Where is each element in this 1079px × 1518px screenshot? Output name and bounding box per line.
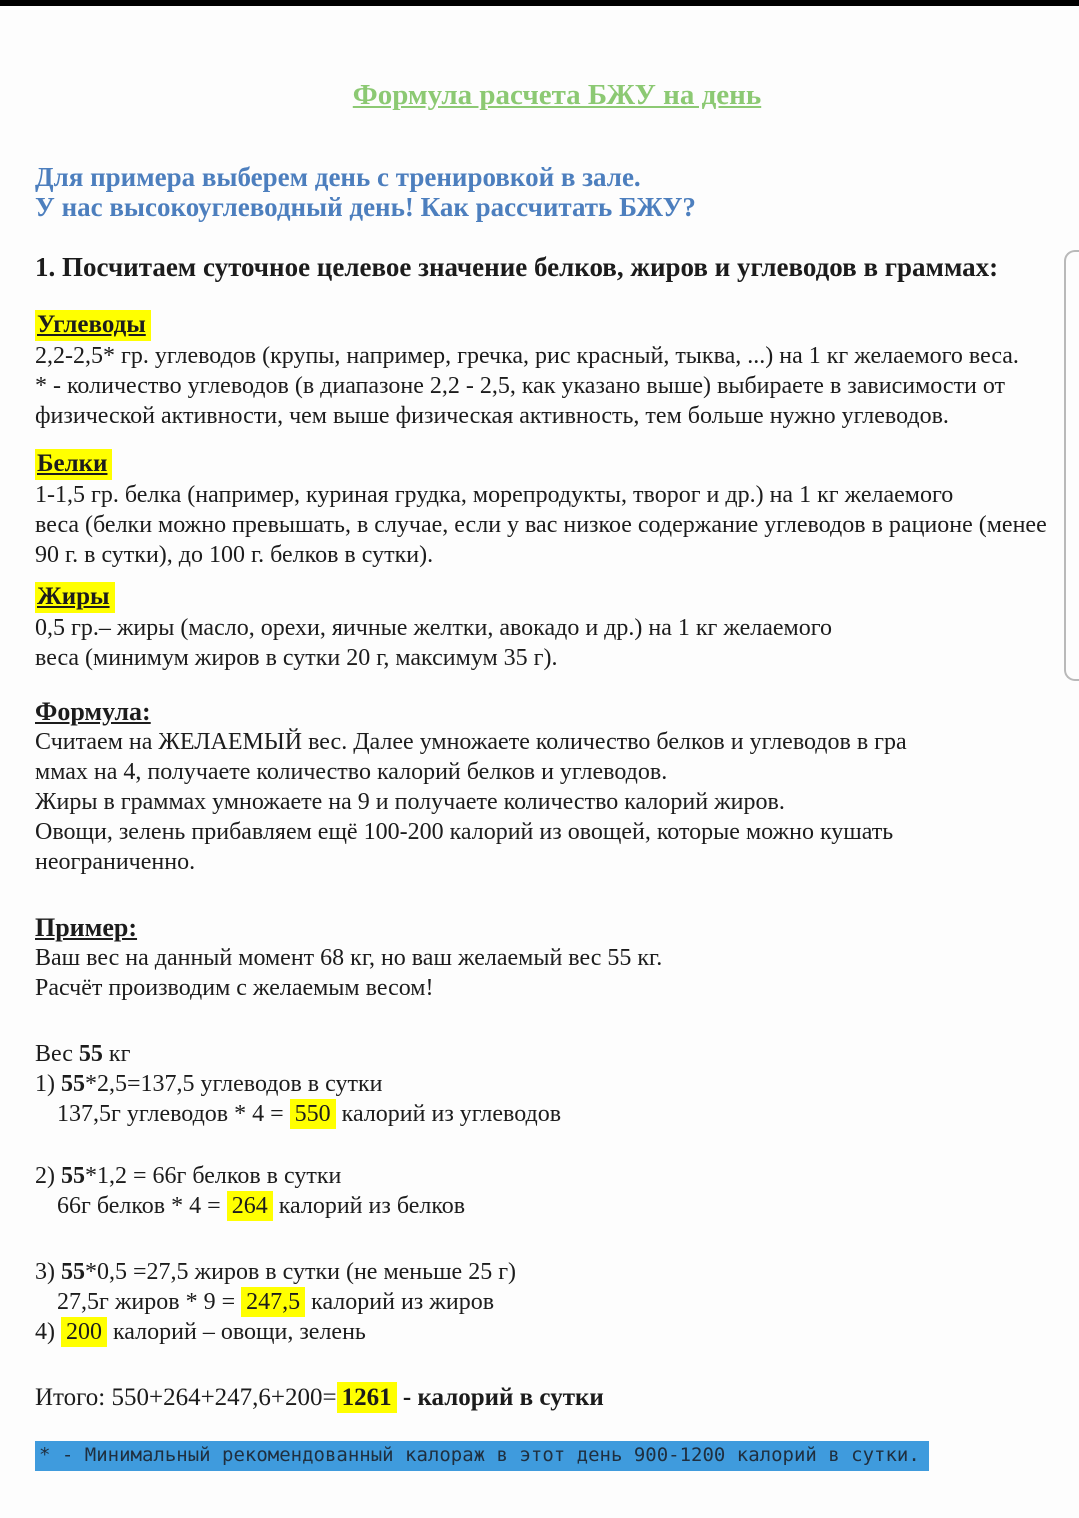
formula-line-5: неограниченно. bbox=[35, 849, 196, 875]
text-segment: Вес bbox=[35, 1041, 79, 1067]
text-segment: 4) bbox=[35, 1319, 61, 1345]
weight-value: 55 bbox=[61, 1163, 85, 1189]
section-fats bbox=[35, 582, 1079, 673]
weight-value: 55 bbox=[78, 1041, 103, 1067]
formula-line-2: ммах на 4, получаете количество калорий белков и углеводов. bbox=[35, 759, 668, 785]
fats-line-1: 0,5 гр.– жиры (масло, орехи, яичные желтки, авокадо и др.) на 1 кг желаемого bbox=[35, 615, 832, 641]
fats-label: Жиры bbox=[35, 582, 115, 613]
formula-line-3: Жиры в граммах умножаете на 9 и получаете количество калорий жиров. bbox=[35, 789, 785, 815]
text-segment: калорий из белков bbox=[272, 1193, 466, 1219]
item-4-line bbox=[35, 1317, 1079, 1347]
formula-line-4: Овощи, зелень прибавляем ещё 100-200 калорий из овощей, которые можно кушать bbox=[35, 819, 894, 845]
item-2-calc-line bbox=[35, 1191, 1079, 1221]
text-segment: 27,5г жиров * 9 = bbox=[57, 1289, 242, 1315]
carbs-line-2: * - количество углеводов (в диапазоне 2,2 - 2,5, как указано выше) выбираете в зависимости от bbox=[35, 373, 1006, 399]
text-segment: калорий из жиров bbox=[305, 1289, 495, 1315]
text-segment: калорий – овощи, зелень bbox=[107, 1319, 366, 1345]
intro-line-2: У нас высокоуглеводный день! Как рассчитать БЖУ? bbox=[35, 192, 696, 222]
item-2-line bbox=[35, 1161, 1079, 1191]
highlighted-value: 264 bbox=[227, 1191, 273, 1221]
section-proteins bbox=[35, 449, 1079, 570]
text-segment: 3) bbox=[35, 1259, 61, 1285]
fats-label-row bbox=[35, 582, 1079, 613]
highlighted-value: 247,5 bbox=[241, 1287, 305, 1317]
proteins-line-2: веса (белки можно превышать, в случае, если у вас низкое содержание углеводов в рационе (менее bbox=[35, 512, 1047, 538]
weight-value: 55 bbox=[61, 1071, 85, 1097]
highlighted-value: 200 bbox=[61, 1317, 107, 1347]
proteins-label: Белки bbox=[35, 449, 112, 480]
text-segment: 1) bbox=[35, 1071, 61, 1097]
weight-line bbox=[35, 1039, 1079, 1069]
document-body bbox=[0, 78, 1079, 1471]
intro-line-1: Для примера выберем день с тренировкой в зале. bbox=[35, 162, 641, 192]
example-line-2: Расчёт производим с желаемым весом! bbox=[35, 975, 434, 1001]
total-block bbox=[35, 1383, 1079, 1413]
footnote-highlighted: * - Минимальный рекомендованный калораж в этот день 900-1200 калорий в сутки. bbox=[35, 1441, 929, 1471]
section-formula bbox=[35, 697, 1079, 877]
highlighted-value: 550 bbox=[290, 1099, 336, 1129]
text-segment: 137,5г углеводов * 4 = bbox=[57, 1101, 290, 1127]
text-segment: *2,5=137,5 углеводов в сутки bbox=[85, 1071, 383, 1097]
total-line bbox=[35, 1383, 1079, 1413]
text-segment: калорий из углеводов bbox=[335, 1101, 562, 1127]
text-segment: кг bbox=[102, 1041, 131, 1067]
text-segment: 2) bbox=[35, 1163, 61, 1189]
proteins-line-3: 90 г. в сутки), до 100 г. белков в сутки). bbox=[35, 542, 434, 568]
item-1-line bbox=[35, 1069, 1079, 1099]
calc-block-1 bbox=[35, 1039, 1079, 1129]
item-1-calc-line bbox=[35, 1099, 1079, 1129]
calc-block-2 bbox=[35, 1161, 1079, 1221]
calc-block-3 bbox=[35, 1257, 1079, 1347]
top-bar bbox=[0, 0, 1079, 6]
scrollbar[interactable] bbox=[1064, 250, 1079, 681]
text-segment: - калорий в сутки bbox=[396, 1384, 604, 1411]
formula-line-1: Считаем на ЖЕЛАЕМЫЙ вес. Далее умножаете количество белков и углеводов в гра bbox=[35, 729, 907, 755]
text-segment: *1,2 = 66г белков в сутки bbox=[85, 1163, 342, 1189]
text-segment: 66г белков * 4 = bbox=[57, 1193, 227, 1219]
example-line-1: Ваш вес на данный момент 68 кг, но ваш желаемый вес 55 кг. bbox=[35, 945, 663, 971]
text-segment: *0,5 =27,5 жиров в сутки (не меньше 25 г) bbox=[85, 1259, 517, 1285]
page-title: Формула расчета БЖУ на день bbox=[352, 79, 762, 111]
text-segment: Итого: 550+264+247,6+200= bbox=[35, 1384, 337, 1411]
proteins-line-1: 1-1,5 гр. белка (например, куриная грудка, морепродукты, творог и др.) на 1 кг желаемого bbox=[35, 482, 954, 508]
item-3-calc-line bbox=[35, 1287, 1079, 1317]
formula-heading: Формула: bbox=[35, 697, 151, 726]
carbs-label: Углеводы bbox=[35, 310, 151, 341]
intro-paragraph bbox=[35, 162, 1079, 222]
proteins-label-row bbox=[35, 449, 1079, 480]
step1-heading: 1. Посчитаем суточное целевое значение белков, жиров и углеводов в граммах: bbox=[35, 252, 999, 282]
item-3-line bbox=[35, 1257, 1079, 1287]
total-calories-value: 1261 bbox=[337, 1382, 397, 1413]
weight-value: 55 bbox=[61, 1259, 85, 1285]
section-example bbox=[35, 913, 1079, 1003]
carbs-line-1: 2,2-2,5* гр. углеводов (крупы, например, гречка, рис красный, тыква, ...) на 1 кг желаемого веса. bbox=[35, 343, 1019, 369]
carbs-label-row bbox=[35, 310, 1079, 341]
example-heading: Пример: bbox=[35, 913, 138, 942]
fats-line-2: веса (минимум жиров в сутки 20 г, максимум 35 г). bbox=[35, 645, 558, 671]
section-carbs bbox=[35, 310, 1079, 431]
carbs-line-3: физической активности, чем выше физическая активность, тем больше нужно углеводов. bbox=[35, 403, 949, 429]
